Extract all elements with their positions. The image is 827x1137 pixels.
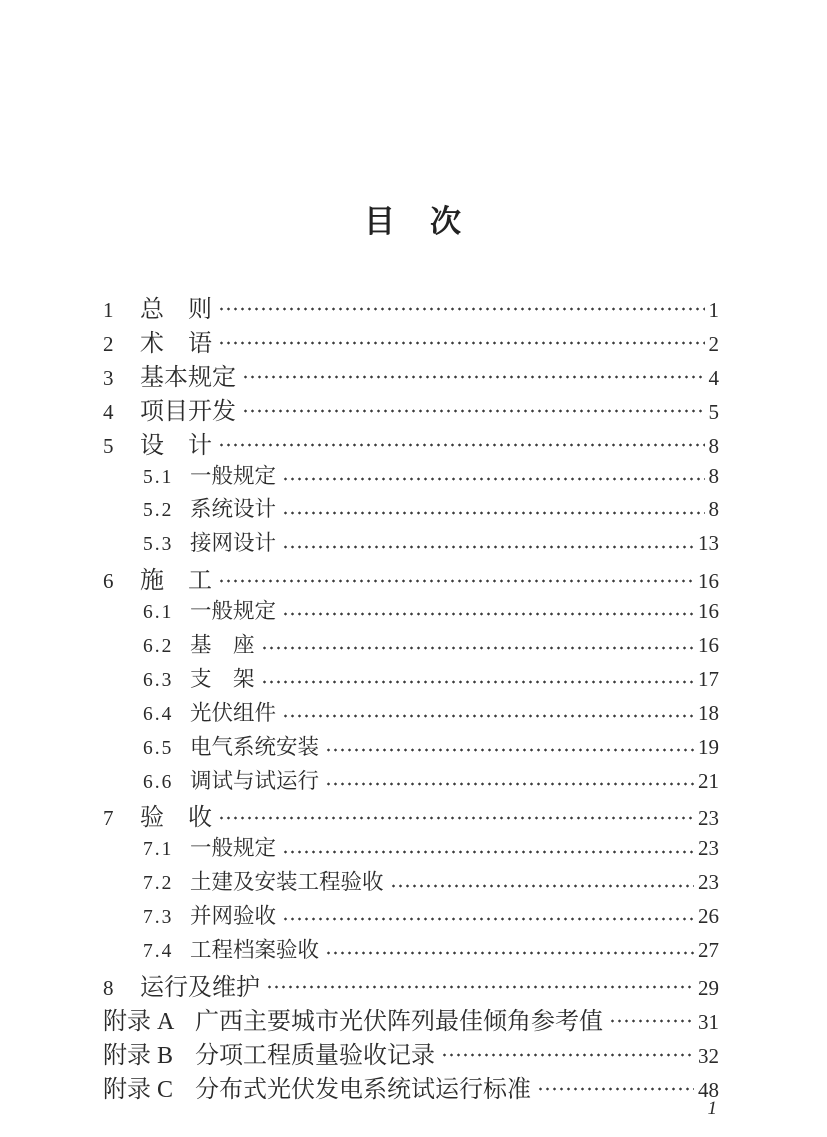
toc-entry bbox=[103, 594, 719, 628]
toc-entry bbox=[103, 696, 719, 730]
toc-entry-label: 分布式光伏发电系统试运行标准 bbox=[195, 1076, 531, 1103]
toc-entry-page: 17 bbox=[698, 666, 719, 691]
toc-entry-page: 2 bbox=[708, 331, 719, 356]
toc-entry-number: 4 bbox=[103, 399, 114, 424]
toc-entry bbox=[103, 967, 719, 1001]
toc-entry-label: 术 语 bbox=[140, 330, 212, 357]
toc-entry-page: 23 bbox=[698, 806, 719, 831]
toc-entry-page: 29 bbox=[698, 975, 719, 1000]
toc-entry-label: 土建及安装工程验收 bbox=[190, 870, 384, 895]
toc-entry-page: 16 bbox=[698, 569, 719, 594]
toc-entry-label: 基本规定 bbox=[140, 364, 236, 391]
toc-entry-page: 31 bbox=[698, 1009, 719, 1034]
toc-entry-label: 一般规定 bbox=[190, 463, 277, 488]
toc-entry bbox=[103, 831, 719, 865]
toc-entry-number: 附录 A bbox=[103, 1008, 175, 1035]
toc-entry-number: 6.3 bbox=[143, 669, 174, 691]
toc-list bbox=[0, 289, 827, 1102]
toc-entry bbox=[103, 662, 719, 696]
dot-leader bbox=[609, 1001, 694, 1035]
toc-entry bbox=[103, 899, 719, 933]
toc-entry bbox=[103, 797, 719, 831]
dot-leader bbox=[218, 289, 705, 323]
toc-entry-page: 27 bbox=[698, 938, 719, 963]
toc-entry bbox=[103, 730, 719, 764]
dot-leader bbox=[266, 967, 694, 1001]
toc-entry-label: 基 座 bbox=[190, 633, 255, 657]
toc-entry bbox=[103, 357, 719, 391]
toc-entry-label: 总 则 bbox=[140, 297, 212, 324]
toc-entry bbox=[103, 764, 719, 798]
dot-leader bbox=[242, 391, 705, 425]
toc-entry-number: 8 bbox=[103, 975, 114, 1000]
toc-entry-number: 附录 C bbox=[103, 1076, 174, 1103]
toc-entry bbox=[103, 1035, 719, 1069]
toc-entry-label: 项目开发 bbox=[140, 398, 236, 425]
dot-leader bbox=[325, 933, 694, 967]
toc-entry-number: 7.2 bbox=[143, 873, 174, 895]
toc-entry-number: 5.2 bbox=[143, 500, 174, 522]
toc-entry bbox=[103, 391, 719, 425]
toc-entry bbox=[103, 492, 719, 526]
toc-entry-label: 运行及维护 bbox=[140, 974, 260, 1001]
dot-leader bbox=[261, 662, 694, 696]
toc-entry-label: 一般规定 bbox=[190, 836, 277, 861]
toc-entry-number: 附录 B bbox=[103, 1042, 174, 1069]
toc-entry-number: 7.1 bbox=[143, 839, 174, 861]
toc-entry-label: 施 工 bbox=[140, 568, 212, 595]
dot-leader bbox=[218, 425, 705, 459]
toc-entry bbox=[103, 425, 719, 459]
dot-leader bbox=[282, 696, 694, 730]
dot-leader bbox=[261, 628, 694, 662]
dot-leader bbox=[218, 797, 694, 831]
dot-leader bbox=[218, 560, 694, 594]
toc-entry bbox=[103, 1001, 719, 1035]
dot-leader bbox=[282, 899, 694, 933]
toc-entry-number: 5 bbox=[103, 433, 114, 458]
dot-leader bbox=[537, 1069, 694, 1103]
dot-leader bbox=[282, 526, 694, 560]
toc-entry-number: 1 bbox=[103, 298, 114, 323]
toc-entry-page: 13 bbox=[698, 531, 719, 556]
toc-entry-number: 7.4 bbox=[143, 941, 174, 963]
toc-entry-number: 6.5 bbox=[143, 737, 174, 759]
toc-entry-page: 4 bbox=[708, 365, 719, 390]
toc-entry bbox=[103, 628, 719, 662]
toc-entry-label: 光伏组件 bbox=[190, 700, 277, 725]
toc-entry-page: 16 bbox=[698, 633, 719, 657]
toc-entry bbox=[103, 1069, 719, 1103]
toc-entry-label: 一般规定 bbox=[190, 599, 277, 624]
toc-entry-number: 6.1 bbox=[143, 602, 174, 624]
toc-entry-label: 广西主要城市光伏阵列最佳倾角参考值 bbox=[195, 1008, 603, 1035]
toc-entry-number: 6 bbox=[103, 569, 114, 594]
toc-entry-page: 21 bbox=[698, 768, 719, 793]
toc-entry-label: 分项工程质量验收记录 bbox=[195, 1042, 435, 1069]
toc-entry-page: 18 bbox=[698, 700, 719, 725]
toc-entry-page: 1 bbox=[708, 298, 719, 323]
toc-entry-label: 验 收 bbox=[140, 805, 212, 832]
toc-entry-page: 23 bbox=[698, 836, 719, 861]
toc-entry-label: 系统设计 bbox=[190, 497, 277, 522]
page-title: 目 次 bbox=[364, 204, 463, 239]
toc-entry-label: 设 计 bbox=[140, 432, 212, 459]
toc-entry bbox=[103, 289, 719, 323]
dot-leader bbox=[218, 323, 705, 357]
dot-leader bbox=[242, 357, 705, 391]
toc-entry-number: 7.3 bbox=[143, 907, 174, 929]
toc-entry-number: 6.2 bbox=[143, 636, 174, 657]
toc-entry-number: 6.6 bbox=[143, 771, 174, 793]
toc-entry-number: 2 bbox=[103, 331, 114, 356]
toc-entry-page: 8 bbox=[708, 433, 719, 458]
toc-entry bbox=[103, 323, 719, 357]
toc-entry-page: 8 bbox=[708, 497, 719, 522]
toc-entry-number: 7 bbox=[103, 806, 114, 831]
toc-entry-page: 5 bbox=[708, 399, 719, 424]
dot-leader bbox=[441, 1035, 694, 1069]
toc-entry-label: 并网验收 bbox=[190, 904, 277, 929]
toc-entry bbox=[103, 459, 719, 493]
toc-entry-page: 32 bbox=[698, 1043, 719, 1068]
toc-entry-label: 调试与试运行 bbox=[190, 768, 320, 793]
toc-entry-page: 8 bbox=[708, 463, 719, 488]
toc-entry-label: 接网设计 bbox=[190, 531, 277, 556]
dot-leader bbox=[325, 764, 694, 798]
toc-entry-number: 5.1 bbox=[143, 466, 174, 488]
toc-entry-number: 6.4 bbox=[143, 703, 174, 725]
toc-entry-label: 工程档案验收 bbox=[190, 938, 320, 963]
folio-page-number: 1 bbox=[707, 1098, 717, 1119]
toc-entry-page: 48 bbox=[698, 1077, 719, 1102]
toc-entry bbox=[103, 865, 719, 899]
toc-entry-page: 26 bbox=[698, 904, 719, 929]
toc-entry-page: 16 bbox=[698, 599, 719, 624]
toc-entry-page: 19 bbox=[698, 734, 719, 759]
toc-entry bbox=[103, 526, 719, 560]
dot-leader bbox=[325, 730, 694, 764]
dot-leader bbox=[282, 459, 704, 493]
toc-entry-label: 电气系统安装 bbox=[190, 734, 320, 759]
toc-entry-label: 支 架 bbox=[190, 666, 255, 691]
toc-entry bbox=[103, 933, 719, 967]
dot-leader bbox=[282, 831, 694, 865]
toc-entry-number: 5.3 bbox=[143, 534, 174, 556]
dot-leader bbox=[282, 492, 704, 526]
dot-leader bbox=[282, 594, 694, 628]
toc-entry-number: 3 bbox=[103, 365, 114, 390]
toc-entry-page: 23 bbox=[698, 870, 719, 895]
toc-entry bbox=[103, 560, 719, 594]
dot-leader bbox=[390, 865, 694, 899]
